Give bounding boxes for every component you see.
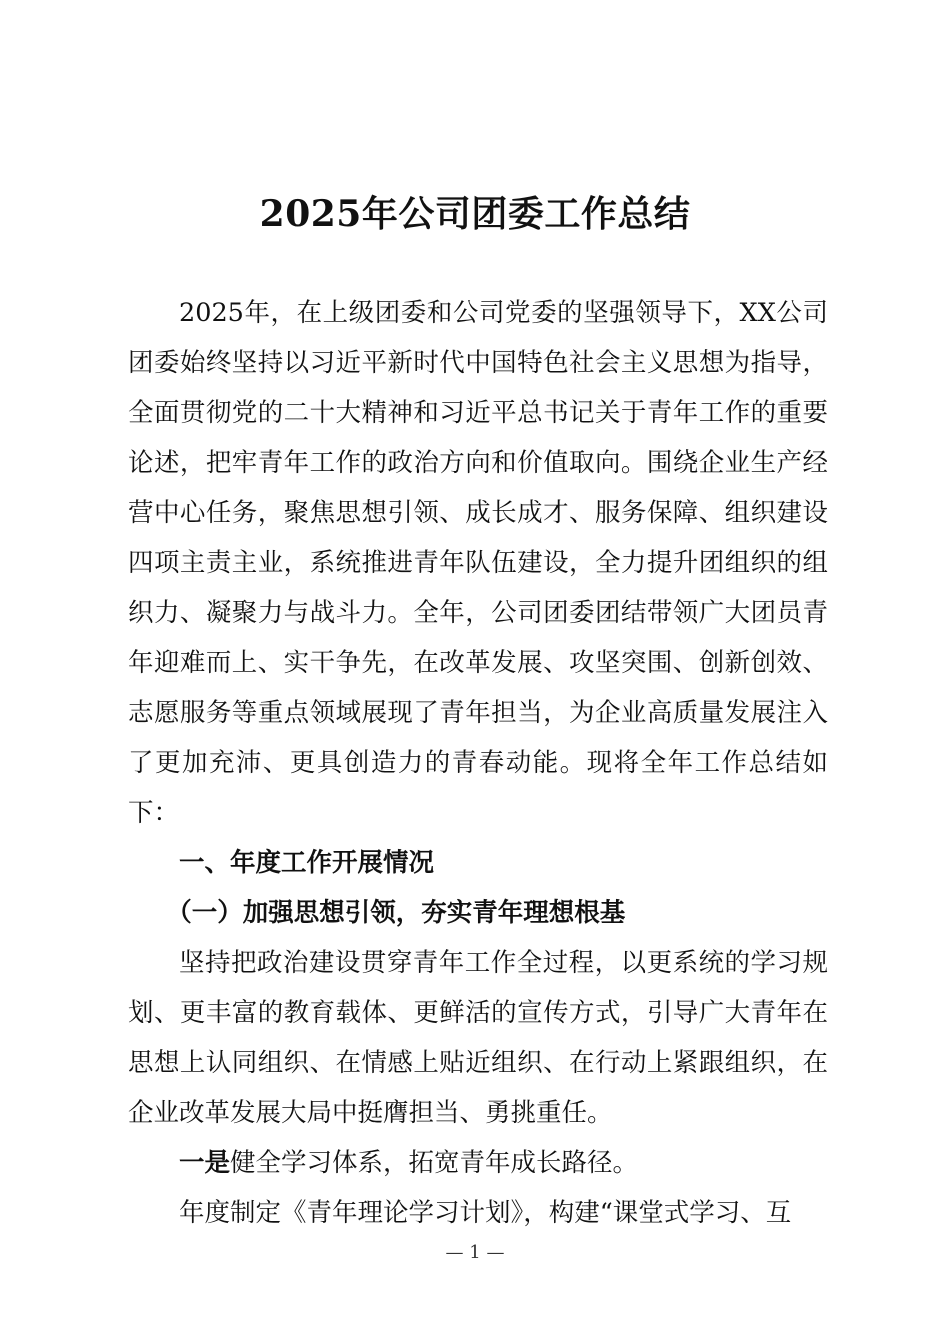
page-number: — 1 — xyxy=(445,1242,505,1263)
section-heading: 一、年度工作开展情况 xyxy=(179,848,435,878)
document-title: 2025年公司团委工作总结 xyxy=(259,193,691,235)
subsection-paragraph: 坚持把政治建设贯穿青年工作全过程，以更系统的学习规划、更丰富的教育载体、更鲜活的宣传方式，引导广大青年在思想上认同组织、在情感上贴近组织、在行动上紧跟组织，在企业改革发展大局中挺膺担当、勇挑重任。 xyxy=(128,948,828,1128)
item-lead-text: 健全学习体系，拓宽青年成长路径。 xyxy=(230,1148,639,1178)
item-paragraph xyxy=(128,1138,828,1188)
subsection-heading: （一）加强思想引领，夯实青年理想根基 xyxy=(166,898,626,928)
intro-paragraph: 2025年，在上级团委和公司党委的坚强领导下，XX公司团委始终坚持以习近平新时代中国特色社会主义思想为指导，全面贯彻党的二十大精神和习近平总书记关于青年工作的重要论述，把牢青年工作的政治方向和价值取向。围绕企业生产经营中心任务，聚焦思想引领、成长成才、服务保障、组织建设四项主责主业，系统推进青年队伍建设，全力提升团组织的组织力、凝聚力与战斗力。全年，公司团委团结带领广大团员青年迎难而上、实干争先，在改革发展、攻坚突围、创新创效、志愿服务等重点领域展现了青年担当，为企业高质量发展注入了更加充沛、更具创造力的青春动能。现将全年工作总结如下： xyxy=(128,298,828,828)
item-body-paragraph: 年度制定《青年理论学习计划》，构建“课堂式学习、互 xyxy=(179,1198,792,1228)
document-body xyxy=(128,288,828,1238)
item-lead-label: 一是 xyxy=(179,1148,231,1178)
